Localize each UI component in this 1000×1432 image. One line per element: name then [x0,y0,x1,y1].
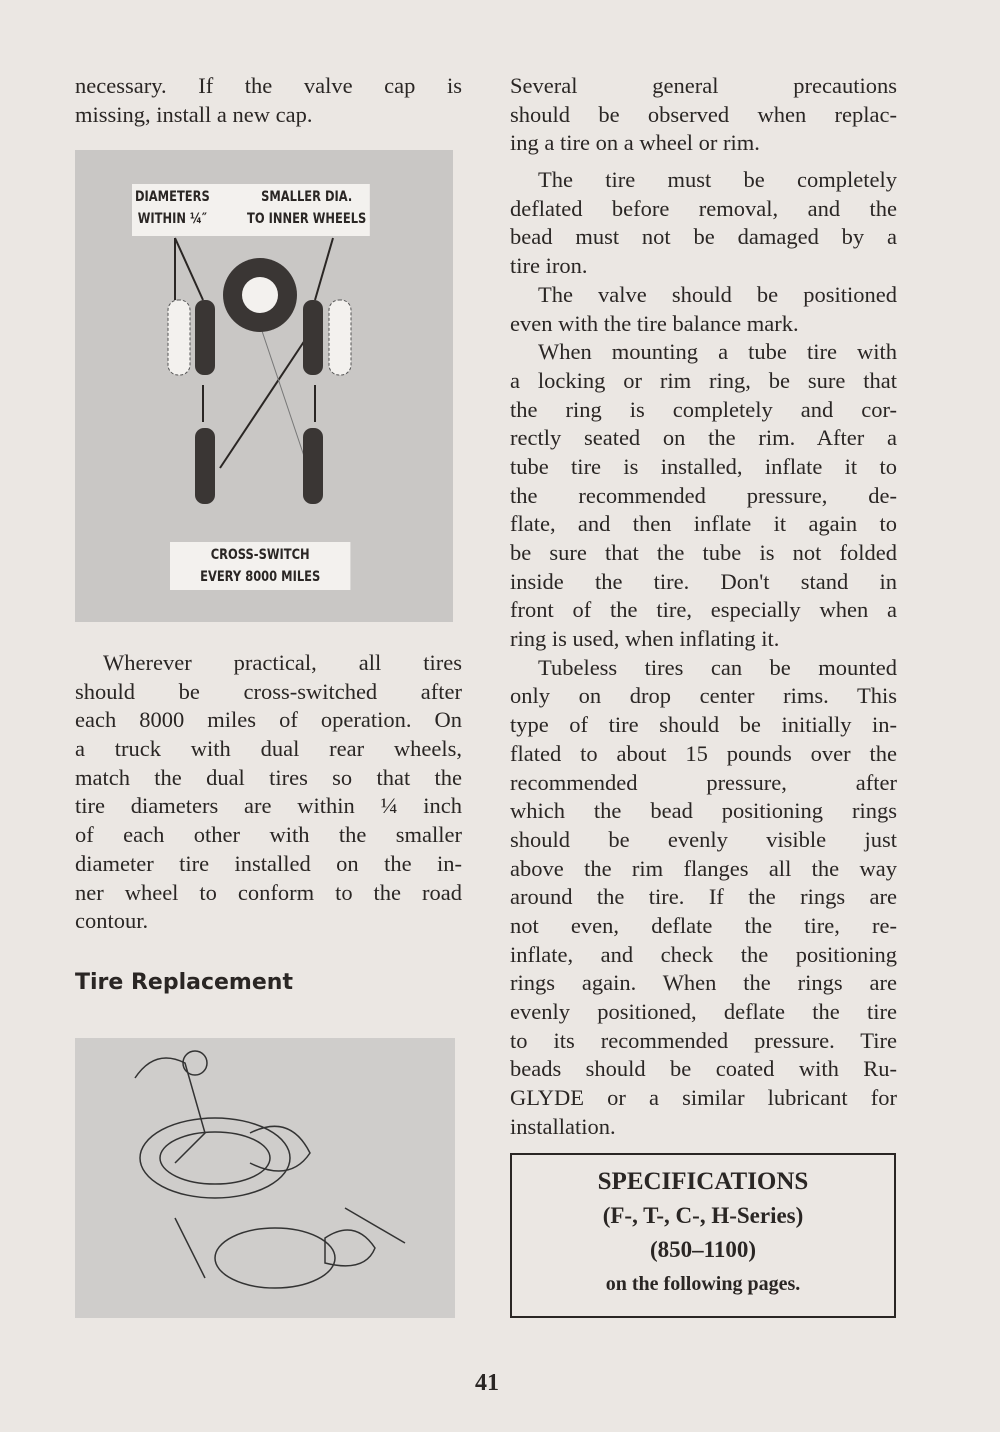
text-line: should be cross-switched after [75,678,462,704]
text-line: only on drop center rims. This [510,683,897,709]
text-line: not even, deflate the tire, re- [510,912,897,938]
paragraph [75,649,462,936]
text-line: diameter tire installed on the in- [75,850,462,876]
text-line: recommended pressure, after [510,769,897,795]
text-line: beads should be coated with Ru- [510,1056,897,1082]
tire-rotation-diagram [75,150,453,622]
tire-icons [168,258,351,504]
left-intro [75,72,462,129]
text-line: contour. [75,908,149,934]
text-line: front of the tire, especially when a [510,597,897,623]
tire-replacement-illustration [75,1038,455,1318]
specs-models: (850–1100) [649,1237,757,1262]
text-line: of each other with the smaller [75,822,462,848]
text-line: ner wheel to conform to the road [75,879,462,905]
text-line: each 8000 miles of operation. On [75,707,462,733]
text-line: tire diameters are within ¼ inch [75,793,462,819]
paragraph [510,338,897,654]
paragraph [510,654,897,1142]
section-heading: Tire Replacement [75,970,293,995]
left-paragraph [75,649,462,936]
paragraph [510,72,897,158]
text-line: the recommended pressure, de- [510,482,897,508]
text-line: Tubeless tires can be mounted [538,654,897,680]
text-line: bead must not be damaged by a [510,224,897,250]
text-line: type of tire should be initially in- [510,712,897,738]
text-line: deflated before removal, and the [510,195,897,221]
text-line: match the dual tires so that the [75,764,462,790]
specifications-box [510,1153,896,1318]
specs-series: (F-, T-, C-, H-Series) [602,1203,804,1228]
text-line: even with the tire balance mark. [510,310,799,336]
text-line: a locking or rim ring, be sure that [510,367,897,393]
text-line: the ring is completely and cor- [510,396,897,422]
text-line: above the rim flanges all the way [510,855,897,881]
text-line: a truck with dual rear wheels, [75,736,462,762]
text-line: tube tire is installed, inflate it to [510,453,897,479]
text-line: Several general precautions [510,73,897,98]
text-line: to its recommended pressure. Tire [510,1027,897,1053]
text-line: inside the tire. Don't stand in [510,568,897,594]
text-line: which the bead positioning rings [510,798,897,824]
text-line: should be observed when replac- [510,101,897,127]
text-line: be sure that the tube is not folded [510,540,897,565]
text-line: When mounting a tube tire with [538,339,897,365]
text-line: Wherever practical, all tires [103,650,462,675]
text-line: installation. [510,1113,616,1139]
text-line: flated to about 15 pounds over the [510,740,897,766]
paragraph [75,72,462,129]
right-column [510,72,897,1141]
text-line: rings again. When the rings are [510,970,897,996]
text-line: rectly seated on the rim. After a [510,425,897,451]
text-line: inflate, and check the positioning [510,941,897,967]
text-line: flate, and then inflate it again to [510,511,897,537]
text-line: necessary. If the valve cap is [75,73,462,98]
text-line: GLYDE or a similar lubricant for [510,1085,897,1111]
text-line: evenly positioned, deflate the tire [510,999,897,1024]
mechanic-mounting-tire-icon [75,1038,455,1318]
page-number: 41 [475,1370,499,1396]
text-line: The valve should be positioned [538,281,897,307]
text-line: around the tire. If the rings are [510,884,897,910]
paragraph [510,281,897,338]
specs-title: SPECIFICATIONS [597,1168,809,1195]
text-line: ing a tire on a wheel or rim. [510,130,760,156]
text-line: The tire must be completely [538,167,897,193]
text-line: tire iron. [510,253,588,279]
text-line: should be evenly visible just [510,826,897,852]
text-line: missing, install a new cap. [75,101,313,127]
label-smaller-dia: SMALLER DIA. TO INNER WHEELS [247,189,367,227]
text-line: ring is used, when inflating it. [510,626,780,652]
paragraph [510,166,897,281]
label-cross-switch: CROSS-SWITCH EVERY 8000 MILES [170,542,350,590]
label-diameters-within: DIAMETERS WITHIN ¼″ [135,186,210,230]
specs-note: on the following pages. [605,1273,801,1295]
